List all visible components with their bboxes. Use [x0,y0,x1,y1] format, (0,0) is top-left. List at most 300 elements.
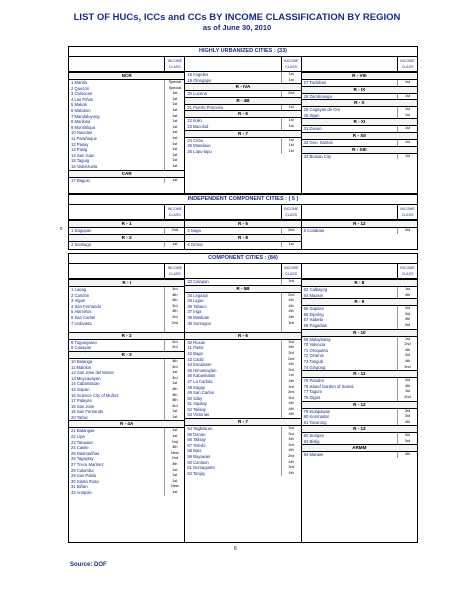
region-label: R - 2 [69,332,184,340]
income-class-value: 1st [164,102,184,108]
income-class-value: 1st [164,147,184,153]
income-class-value: 4th [281,315,301,321]
city-name: 68 Pagadian [303,322,328,328]
city-name: 26 Tagaytay [71,456,94,462]
region-label: R - X [302,99,417,107]
city-name: 8 Tuguegarao [71,339,97,345]
column-header [302,57,417,72]
city-name: 23 Tanauan [71,439,93,445]
income-class-value: 3rd [281,465,301,471]
city-name: 11 Parañaque [71,135,97,141]
income-class-value: 1st [397,113,417,119]
city-name: 22 Lipa [71,434,85,440]
city-name: 1 Manila [71,80,87,85]
income-class-value: 2nd [164,321,184,327]
city-name: 24 Cebu [187,137,204,143]
region-label: R - 8 [302,279,417,287]
city-name: 5 Makati [71,102,87,108]
city-name: 77 Tagum [303,389,322,395]
city-name: 45 Himamaylan [187,367,217,373]
income-class-value: 4th [281,471,301,477]
cc-column-2 [185,264,301,542]
city-row [302,113,417,119]
city-name: 75 Panabo [303,378,324,384]
city-name: 7 Urdaneta [71,320,92,326]
city-name: 14 San Juan [71,152,95,158]
income-class-value: 2nd [397,342,417,348]
income-class-value: 1st [164,434,184,440]
cc-section [68,253,418,543]
city-name: 71 Oroquieta [303,347,328,353]
city-row [302,140,417,146]
income-class-value: 1st [164,130,184,136]
city-name: 23 Bacolod [187,123,209,129]
income-class-value: 3rd [397,323,417,329]
column-header [69,264,184,279]
city-name: 83 Bislig [303,438,320,444]
income-class-value: 4th [164,309,184,315]
city-row [69,345,184,351]
region-label: R - 7 [185,130,300,138]
city-name: 21 Puerto Princesa [187,104,223,110]
city-name: 55 Danao [187,431,206,437]
income-class-value: 1st [164,428,184,434]
region-label: R - 6 [185,110,300,118]
income-class-value: 3rd [397,409,417,415]
region-label: R - 9 [302,298,417,306]
income-class-value: 1st [281,143,301,149]
income-class-value: 2nd [164,456,184,462]
city-name: 81 Tacurong [303,419,327,425]
city-name: 10 Balanga [71,358,93,364]
city-name: 12 Pasay [71,141,89,147]
column-header [302,264,417,279]
income-class-value: 3rd [397,439,417,445]
income-class-value: 3rd [397,433,417,439]
column-header [302,205,417,220]
city-name: 16 Valenzuela [71,163,98,169]
region-label: R - XII [302,132,417,140]
city-name: 50 Silay [187,395,203,401]
income-class-value: 1st [281,72,301,78]
city-name: 1 Laoag [71,287,87,292]
city-row [185,279,300,285]
city-row [69,415,184,421]
city-name: 25 Mandaue [187,143,211,149]
income-class-value: 1st [164,108,184,114]
income-class-value: 4th [397,317,417,323]
city-name: 46 Kabankalan [187,373,216,379]
income-class-value: 4th [397,384,417,390]
city-name: 40 Roxas [187,339,206,345]
city-name: 4 Ormoc [187,241,204,247]
city-name: 65 Dapitan [303,306,324,312]
income-class-value: 3rd [397,312,417,318]
city-name: 32 Gen. Santos [303,139,333,145]
income-class-value: Special [164,86,184,92]
income-class-value: 4th [164,445,184,451]
region-label: R - 8 [185,234,300,242]
city-name: 32 Antipolo [71,490,92,495]
city-row [302,420,417,426]
income-class-value: 2nd [281,454,301,460]
region-label: R - XIII [302,146,417,154]
income-class-value: 3rd [397,228,417,234]
city-row [302,94,417,100]
icc-column-2 [185,205,301,249]
income-class-value: 4th [164,462,184,468]
city-row [185,242,300,248]
income-class-value: 1st [164,158,184,164]
city-name: 28 Zamboanga [303,93,332,99]
city-name: 67 Isabela [303,317,323,323]
income-class-value: New [164,484,184,490]
income-class-value: 3rd [281,432,301,438]
city-name: 3 Caloocan [71,91,93,97]
city-name: 15 Gapan [71,386,90,392]
region-label: CAR [69,170,184,178]
city-row [185,149,300,155]
income-class-header: INCOME CLASS [164,264,184,278]
income-class-value: 4th [281,304,301,310]
city-name: 26 Lapu-lapu [187,148,212,154]
income-class-value: 4th [397,359,417,365]
income-class-value: 1st [397,80,417,86]
city-name: 17 Palayan [71,398,92,404]
region-label: R - IVA [185,83,300,91]
income-class-value: 1st [397,94,417,100]
income-class-value: 4th [281,379,301,385]
region-label: NCR [69,72,184,80]
city-name: 1 Dagupan [71,228,92,233]
income-class-value: 1st [397,287,417,293]
income-class-value: 3rd [164,315,184,321]
city-name: 7 Mandaluyong [71,113,100,119]
income-class-value: 4th [397,348,417,354]
city-row [69,228,184,234]
icc-section [68,194,418,250]
income-class-value: 1st [164,381,184,387]
region-label: R - VIII [302,72,417,80]
city-name: 52 Talisay [187,406,206,412]
income-class-value: 1st [164,370,184,376]
income-class-value: 1st [281,78,301,84]
income-class-value: 3rd [164,345,184,351]
income-class-value: 1st [164,178,184,184]
income-class-value: 1st [164,91,184,97]
city-name: 79 Kidapawan [303,408,331,414]
city-name: 76 Island Garden of Samal [303,383,354,389]
income-class-value: 2nd [397,395,417,401]
city-name: 82 Surigao [303,433,324,439]
city-name: 54 Tagbilaran [187,426,213,432]
city-name: 37 Iriga [187,309,202,315]
city-name: 30 Iligan [303,112,320,118]
region-label: R - 3 [69,351,184,359]
city-name: 36 Tabaco [187,303,207,309]
income-class-header: INCOME CLASS [164,205,184,219]
city-name: 31 Biñan [71,484,88,490]
income-class-value: 1st [281,138,301,144]
cc-column-1 [69,264,185,542]
city-name: 51 Sipalay [187,401,207,407]
region-label: R - 10 [302,329,417,337]
column-header-name [69,264,164,278]
income-class-value: 4th [281,448,301,454]
stray-zero: 0 [60,226,63,231]
city-name: 12 San Jose del Monte [71,370,114,376]
city-name: 53 Victorias [187,412,210,418]
income-class-value: 1st [281,242,301,248]
city-name: 2 Candon [71,292,90,298]
city-row [69,490,184,496]
income-class-value: 1st [164,490,184,496]
city-row [185,326,300,332]
income-class-value: 3rd [281,321,301,327]
city-name: 20 Lucena [187,91,207,97]
column-header [185,205,300,220]
huc-heading: HIGHLY URBANIZED CITIES : (33) [69,47,417,57]
income-class-value: 3rd [397,353,417,359]
city-name: 41 Passi [187,345,204,351]
city-name: 62 Tanjay [187,470,206,476]
city-name: 4 San Fernando [71,303,102,309]
income-class-value: 4th [281,401,301,407]
income-class-value: New [164,451,184,457]
income-class-value: 3rd [164,404,184,410]
income-class-value: 4th [397,293,417,299]
city-name: 34 Legazpi [187,292,208,298]
city-name: 5 Alaminos [71,309,92,315]
income-class-value: 1st [164,415,184,421]
income-class-header: INCOME CLASS [164,57,184,71]
city-name: 19 San Fernando [71,409,104,415]
city-row [302,323,417,329]
city-name [185,326,280,332]
city-name: 61 Dumaguete [187,465,215,471]
region-label: R - XI [302,118,417,126]
document-subtitle: as of June 30, 2010 [202,23,272,32]
column-header-name [302,264,397,278]
city-name: 48 Sagay [187,384,206,390]
city-name: 58 Bais [187,448,202,454]
city-name: 22 Iloilo [187,118,202,124]
city-name: 56 Talisay [187,437,206,443]
income-class-value: 1st [281,118,301,124]
region-label: R - 13 [302,425,417,433]
income-class-value: 1st [164,136,184,142]
city-row [185,124,300,130]
city-name: 10 Navotas [71,130,93,136]
city-row [302,80,417,86]
city-name: 29 San Pablo [71,473,97,479]
income-class-value: 3rd [281,368,301,374]
city-name: 42 Bago [187,350,203,356]
city-name: 25 Dasmariñas [71,450,100,456]
income-class-value: 1st [164,164,184,170]
city-name: 66 Dipolog [303,311,324,317]
region-label: R - IX [302,86,417,94]
region-label: R - 5B [185,285,300,293]
region-label: R - 6 [185,332,300,340]
region-label: R - 12 [302,401,417,409]
city-name: 43 Cadiz [187,356,204,362]
icc-column-3 [302,205,417,249]
income-class-value: 1st [164,119,184,125]
column-header-name [69,57,164,71]
city-name: 2 Santiago [71,241,92,247]
income-class-value: 4th [164,298,184,304]
city-name: 16 Science City of Muñoz [71,392,119,398]
income-class-value: 1st [281,105,301,111]
column-header-name [185,57,280,71]
city-name: 63 Calbayog [303,287,328,292]
income-class-value: 1st [397,154,417,160]
city-name: 21 Batangas [71,428,95,434]
city-row [69,326,184,332]
income-class-value: 2nd [281,91,301,97]
cc-column-3 [302,264,417,542]
city-row [302,126,417,132]
income-class-value: 4th [164,293,184,299]
icc-heading: INDEPENDENT COMPONENT CITIES : ( 5 ) [69,195,417,205]
income-class-header: INCOME CLASS [397,264,417,278]
city-name: 31 Davao [303,126,322,132]
income-class-value: 3rd [164,376,184,382]
city-row [302,228,417,234]
city-row [302,452,417,458]
income-class-value: 1st [397,107,417,113]
city-name: 39 Sorsogon [187,320,212,326]
city-name: 9 Cauayan [71,345,92,351]
source-note: Source: DOF [70,562,107,568]
income-class-value: 4th [281,309,301,315]
income-class-value: 1st [281,373,301,379]
income-class-value: 1st [164,473,184,479]
city-name: 13 Meycauayan [71,375,101,381]
city-name: 72 Ozamis [303,353,324,359]
city-name: 33 Calapan [187,279,209,284]
income-class-value: 3rd [281,443,301,449]
income-class-value: 4th [164,387,184,393]
city-name: 28 Calamba [71,467,94,473]
column-header-name [69,205,164,219]
income-class-value: 2nd [164,228,184,234]
income-class-value: 1st [164,153,184,159]
document-title: LIST OF HUCs, ICCs and CCs BY INCOME CLASSIFICATION BY REGION [73,12,401,23]
income-class-value: 1st [164,142,184,148]
city-name: 2 Quezon [71,85,90,91]
income-class-value: 1st [164,125,184,131]
income-class-value: 3rd [397,306,417,312]
income-class-value: 1st [397,140,417,146]
income-class-value [164,326,184,332]
city-row [185,228,300,234]
income-class-value: 1st [397,337,417,343]
income-class-value: 3rd [164,304,184,310]
city-row [69,178,184,184]
city-name: 19 Olongapo [187,77,212,83]
column-header-name [185,264,280,278]
income-class-header: INCOME CLASS [281,57,301,71]
income-class-value: 2nd [281,357,301,363]
city-row [302,365,417,371]
city-name: 74 Gingoog [303,364,326,370]
income-class-value: 4th [281,362,301,368]
cc-heading: COMPONENT CITIES : (84) [69,254,417,264]
income-class-value: 3rd [281,396,301,402]
region-label: ARMM [302,444,417,452]
city-row [69,164,184,170]
income-class-value: 2nd [281,293,301,299]
huc-column-3 [302,57,417,193]
city-row [185,91,300,97]
city-name: 30 Santa Rosa [71,478,99,484]
city-name: 15 Taguig [71,158,90,164]
city-name: 18 Angeles [187,72,209,77]
income-class-value: 1st [164,97,184,103]
income-class-value: 1st [164,479,184,485]
city-name: 27 Trece Martirez [71,462,104,468]
income-class-value: 4th [281,437,301,443]
income-class-value: 2nd [164,440,184,446]
income-class-value: 3rd [397,414,417,420]
city-name: 24 Cavite [71,445,89,451]
city-name: 38 Masbate [187,314,210,320]
income-class-value: 4th [281,412,301,418]
city-name: 14 Cabanatuan [71,381,100,387]
income-class-value: 2nd [281,228,301,234]
city-row [302,293,417,299]
income-class-value: 3rd [281,351,301,357]
city-name: 3 Vigan [71,298,86,304]
city-name: 27 Tacloban [303,80,327,85]
income-class-value: 3rd [281,385,301,391]
city-name: 57 Toledo [187,442,206,448]
region-label: R - I [69,279,184,287]
income-class-value: 1st [164,242,184,248]
city-name: 8 Marikina [71,119,91,125]
city-name: 49 San Carlos [187,390,214,396]
city-name: 84 Marawi [303,452,323,458]
city-name: 70 Valencia [303,342,326,348]
income-class-value: 3rd [281,279,301,285]
page-number: 6 [234,546,237,552]
city-name: 11 Malolos [71,364,91,370]
city-name: 3 Naga [187,228,201,233]
icc-column-1 [69,205,185,249]
column-header [185,57,300,72]
city-row [69,242,184,248]
income-class-value: 1st [397,126,417,132]
region-label: R - 5 [185,220,300,228]
income-class-value: 2nd [397,365,417,371]
income-class-value: 1st [164,409,184,415]
city-row [302,439,417,445]
column-header-name [185,205,280,219]
city-name: 44 Escalante [187,362,212,368]
income-class-value: Special [164,80,184,86]
income-class-value [281,326,301,332]
region-label: R - 2 [69,234,184,242]
region-label: R - 4B [185,97,300,105]
column-header [185,264,300,279]
city-name: 18 San Jose [71,403,95,409]
income-class-value: 3rd [281,340,301,346]
region-label: R - 12 [302,220,417,228]
city-name: 78 Digos [303,394,321,400]
city-name: 20 Tarlac [71,414,88,420]
